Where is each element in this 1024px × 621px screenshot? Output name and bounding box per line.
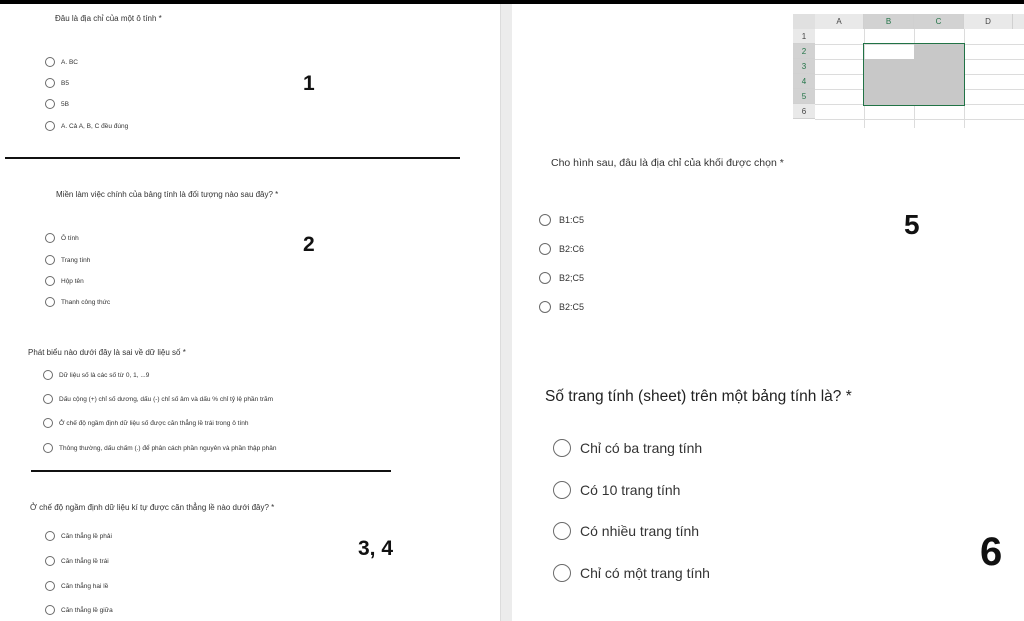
spreadsheet-image (793, 14, 1024, 128)
radio-icon[interactable] (45, 276, 55, 286)
option-label: Căn thẳng lề trái (61, 557, 109, 565)
radio-icon[interactable] (45, 531, 55, 541)
radio-icon[interactable] (43, 418, 53, 428)
option-label: Thông thường, dấu chấm (.) để phân cách phần nguyên và phần thập phân (59, 444, 277, 452)
radio-icon[interactable] (45, 57, 55, 67)
option-label: Ô tính (61, 234, 79, 242)
radio-icon[interactable] (45, 78, 55, 88)
q5-number-label: 5 (904, 209, 920, 240)
radio-icon[interactable] (45, 99, 55, 109)
option-label: 5B (61, 100, 69, 108)
divider-line (31, 470, 391, 472)
q6-number-label: 6 (980, 530, 1003, 574)
radio-icon[interactable] (43, 443, 53, 453)
q3-option-b[interactable] (43, 394, 273, 404)
option-label: Chỉ có ba trang tính (580, 440, 703, 456)
radio-icon[interactable] (539, 272, 551, 284)
q6-option-b[interactable] (553, 481, 680, 499)
q1-option-d[interactable] (45, 121, 128, 131)
q2-title: Miền làm việc chính của bảng tính là đối tượng nào sau đây? * (56, 190, 279, 199)
radio-icon[interactable] (43, 370, 53, 380)
option-label: Căn thẳng hai lề (61, 582, 109, 590)
q6-option-c[interactable] (553, 522, 699, 540)
q3-title: Phát biểu nào dưới đây là sai về dữ liệu số * (28, 348, 186, 357)
option-label: Trang tính (61, 256, 91, 264)
selected-range-border (863, 43, 965, 106)
grid-line (815, 119, 1024, 120)
q2-option-c[interactable] (45, 276, 84, 286)
q5-option-d[interactable] (539, 301, 584, 313)
q2-option-b[interactable] (45, 255, 90, 265)
radio-icon[interactable] (45, 255, 55, 265)
option-label: A. Cả A, B, C đều đúng (61, 122, 129, 130)
radio-icon[interactable] (45, 297, 55, 307)
option-label: A. BC (61, 58, 78, 66)
option-label: B5 (61, 79, 69, 87)
q4-option-a[interactable] (45, 531, 112, 541)
q2-option-d[interactable] (45, 297, 110, 307)
q3-option-a[interactable] (43, 370, 149, 380)
column-header-b: B (864, 14, 914, 29)
radio-icon[interactable] (553, 564, 571, 582)
option-label: Có 10 trang tính (580, 482, 681, 498)
option-label: Thanh công thức (61, 298, 111, 306)
row-header-1: 1 (793, 29, 815, 44)
radio-icon[interactable] (45, 556, 55, 566)
radio-icon[interactable] (43, 394, 53, 404)
right-panel (512, 4, 1024, 621)
q6-option-d[interactable] (553, 564, 710, 582)
q34-number-label: 3, 4 (358, 537, 394, 560)
q5-option-a[interactable] (539, 214, 584, 226)
q3-option-c[interactable] (43, 418, 248, 428)
q5-option-b[interactable] (539, 243, 584, 255)
panel-divider (500, 4, 512, 621)
radio-icon[interactable] (45, 121, 55, 131)
option-label: Căn thẳng lề giữa (61, 606, 113, 614)
q2-number-label: 2 (303, 233, 315, 256)
q1-number-label: 1 (303, 72, 315, 95)
radio-icon[interactable] (553, 522, 571, 540)
option-label: B1:C5 (559, 215, 585, 225)
q4-option-b[interactable] (45, 556, 109, 566)
left-panel (0, 4, 500, 621)
radio-icon[interactable] (45, 605, 55, 615)
radio-icon[interactable] (553, 439, 571, 457)
row-header-2: 2 (793, 44, 815, 59)
q4-title: Ở chế độ ngầm định dữ liệu kí tự được căn thẳng lề nào dưới đây? * (30, 503, 275, 512)
row-header-3: 3 (793, 59, 815, 74)
q6-title: Số trang tính (sheet) trên một bảng tính là? * (545, 388, 852, 405)
option-label: Dấu cộng (+) chỉ số dương, dấu (-) chỉ số âm và dấu % chỉ tỷ lệ phần trăm (59, 395, 274, 403)
q1-option-b[interactable] (45, 78, 69, 88)
q2-option-a[interactable] (45, 233, 79, 243)
q5-option-c[interactable] (539, 272, 584, 284)
option-label: B2:C5 (559, 302, 585, 312)
divider-line (5, 157, 460, 159)
option-label: Căn thẳng lề phải (61, 532, 112, 540)
radio-icon[interactable] (553, 481, 571, 499)
row-header-5: 5 (793, 89, 815, 104)
option-label: Hộp tên (61, 277, 84, 285)
column-header-c: C (914, 14, 964, 29)
row-header-6: 6 (793, 104, 815, 119)
column-header-a: A (815, 14, 864, 29)
q5-title: Cho hình sau, đâu là địa chỉ của khối được chọn * (551, 157, 784, 169)
q1-option-c[interactable] (45, 99, 69, 109)
option-label: Dữ liệu số là các số từ 0, 1, ...9 (59, 371, 150, 379)
radio-icon[interactable] (539, 243, 551, 255)
sheet-corner (793, 14, 815, 29)
option-label: B2:C6 (559, 244, 585, 254)
radio-icon[interactable] (45, 233, 55, 243)
option-label: Có nhiều trang tính (580, 523, 700, 539)
q1-option-a[interactable] (45, 57, 78, 67)
radio-icon[interactable] (539, 301, 551, 313)
q3-option-d[interactable] (43, 443, 277, 453)
q4-option-c[interactable] (45, 581, 108, 591)
q1-title: Đâu là địa chỉ của một ô tính * (55, 14, 162, 23)
radio-icon[interactable] (45, 581, 55, 591)
column-header-d: D (964, 14, 1013, 29)
row-header-4: 4 (793, 74, 815, 89)
option-label: B2;C5 (559, 273, 585, 283)
q6-option-a[interactable] (553, 439, 702, 457)
option-label: Ở chế độ ngầm định dữ liệu số được căn thẳng lề trái trong ô tính (59, 419, 249, 427)
q4-option-d[interactable] (45, 605, 113, 615)
radio-icon[interactable] (539, 214, 551, 226)
option-label: Chỉ có một trang tính (580, 565, 710, 581)
